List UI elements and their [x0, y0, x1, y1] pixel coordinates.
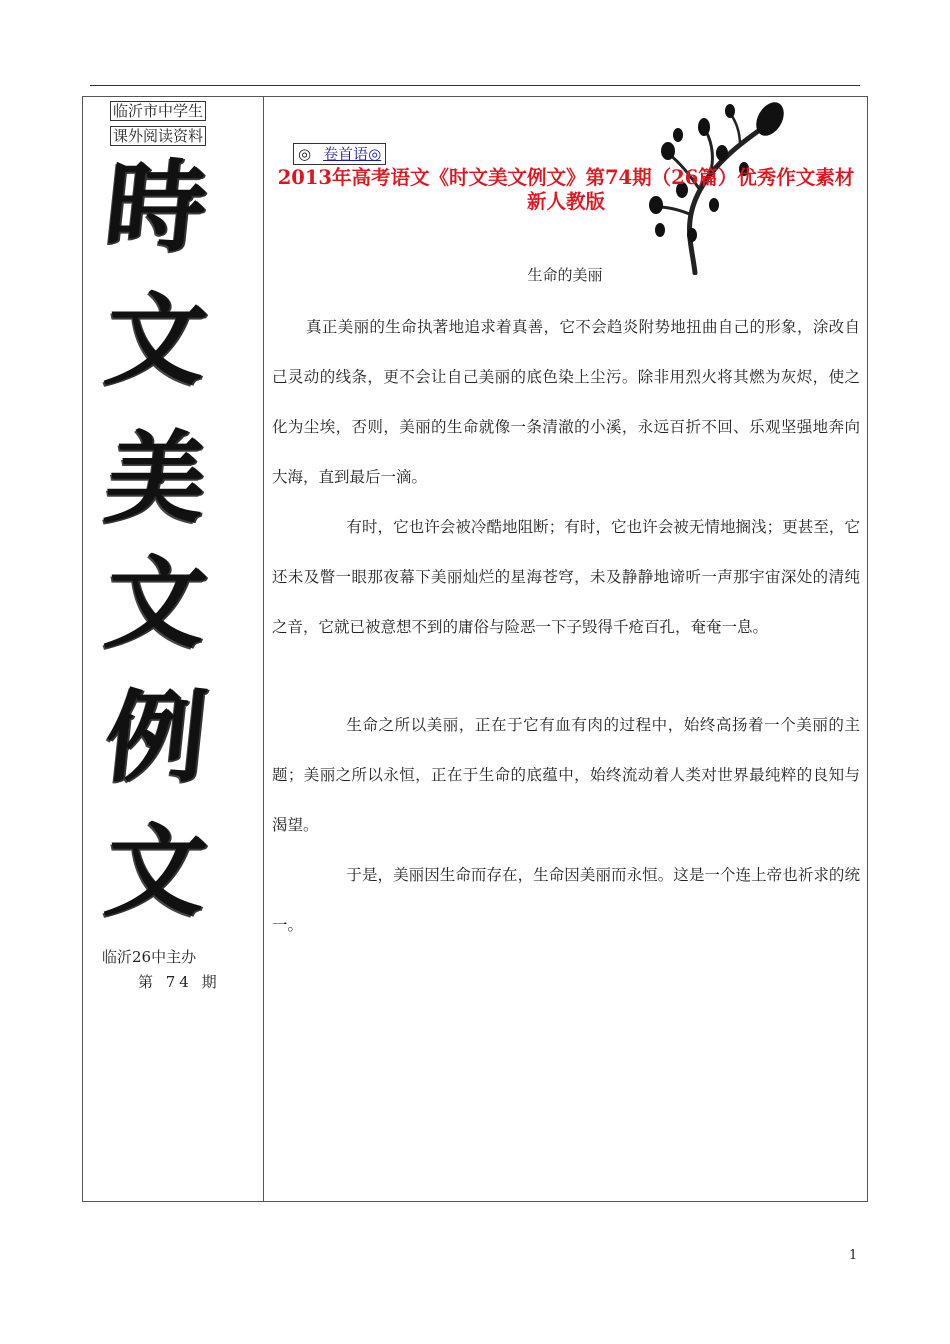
sponsor-text: 临沂26中主办 — [102, 948, 197, 966]
preface-link[interactable]: 卷首语◎ — [323, 145, 382, 163]
calligraphy-char-5: 例 — [99, 678, 213, 796]
issue-number: 第 74 期 — [138, 973, 221, 991]
essay-title: 生命的美丽 — [527, 266, 603, 284]
essay-paragraph-2: 有时，它也许会被冷酷地阻断；有时，它也许会被无情地搁浅；更甚至，它还未及瞥一眼那夜幕下美丽灿烂的星海苍穹，未及静静地谛听一声那宇宙深处的清纯之音，它就已被意想不到的庸俗与险恶一下子毁得千疮百孔，奄奄一息。 — [272, 518, 860, 636]
document-title: 2013年高考语文《时文美文例文》第74期（26篇）优秀作文素材 新人教版 — [277, 166, 855, 213]
calligraphy-char-6: 文 — [99, 812, 213, 930]
sidebar-label-reading: 课外阅读资料 — [110, 126, 206, 146]
calligraphy-char-2: 文 — [99, 281, 213, 399]
calligraphy-char-3: 美 — [99, 419, 213, 537]
essay-paragraph-3: 生命之所以美丽，正在于它有血有肉的过程中，始终高扬着一个美丽的主题；美丽之所以永恒，正在于生命的底蕴中，始终流动着人类对世界最纯粹的良知与渴望。 — [272, 716, 860, 834]
header-rule — [90, 85, 860, 86]
preface-mark: ◎ — [298, 145, 312, 163]
essay-paragraph-1: 真正美丽的生命执著地追求着真善，它不会趋炎附势地扭曲自己的形象，涂改自己灵动的线条，更不会让自己美丽的底色染上尘污。除非用烈火将其燃为灰烬，使之化为尘埃，否则，美丽的生命就像一条清澈的小溪，永远百折不回、乐观坚强地奔向大海，直到最后一滴。 — [272, 318, 860, 486]
sidebar-label-students: 临沂市中学生 — [110, 101, 206, 121]
column-divider — [263, 96, 264, 1202]
calligraphy-char-4: 文 — [99, 544, 213, 662]
preface-tag — [293, 143, 386, 165]
essay-paragraph-4: 于是，美丽因生命而存在，生命因美丽而永恒。这是一个连上帝也祈求的统一。 — [272, 866, 860, 934]
page-number: 1 — [849, 1248, 858, 1263]
calligraphy-char-1: 時 — [99, 148, 213, 266]
